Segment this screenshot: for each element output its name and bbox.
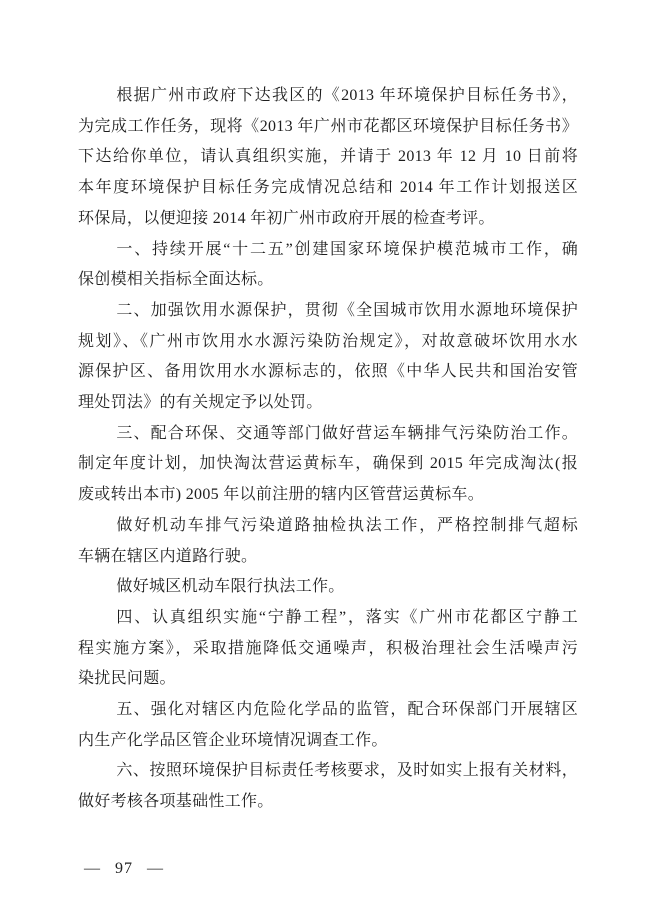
paragraph [78, 81, 578, 235]
text-line: 车辆在辖区内道路行驶。 [78, 547, 258, 565]
text-line: 本年度环境保护目标任务完成情况总结和 2014 年工作计划报送区 [78, 179, 578, 197]
paragraph [78, 511, 578, 572]
text-line: 环保局，以便迎接 2014 年初广州市政府开展的检查考评。 [78, 209, 495, 227]
text-line: 内生产化学品区管企业环境情况调查工作。 [78, 731, 388, 749]
text-line: 五、强化对辖区内危险化学品的监管，配合环保部门开展辖区 [116, 701, 578, 719]
paragraph [78, 572, 578, 603]
text-line: 染扰民问题。 [78, 670, 176, 688]
paragraph [78, 756, 578, 817]
paragraph [78, 419, 578, 511]
text-line: 三、配合环保、交通等部门做好营运车辆排气污染防治工作。 [116, 424, 578, 442]
text-line: 制定年度计划，加快淘汰营运黄标车，确保到 2015 年完成淘汰(报 [78, 455, 578, 473]
text-line: 废或转出本市) 2005 年以前注册的辖内区管营运黄标车。 [78, 486, 485, 504]
text-line: 六、按照环境保护目标责任考核要求，及时如实上报有关材料， [116, 762, 578, 780]
text-line: 下达给你单位，请认真组织实施，并请于 2013 年 12 月 10 日前将 [78, 148, 578, 166]
paragraph [78, 695, 578, 756]
text-line: 做好机动车排气污染道路抽检执法工作，严格控制排气超标 [116, 516, 578, 534]
text-line: 规划》、《广州市饮用水水源污染防治规定》，对故意破坏饮用水水 [78, 332, 578, 350]
paragraph [78, 603, 578, 695]
text-line: 二、加强饮用水源保护，贯彻《全国城市饮用水源地环境保护 [116, 301, 578, 319]
text-line: 程实施方案》，采取措施降低交通噪声，积极治理社会生活噪声污 [78, 639, 578, 657]
text-line: 根据广州市政府下达我区的《2013 年环境保护目标任务书》， [116, 87, 578, 104]
text-line: 做好考核各项基础性工作。 [78, 793, 274, 811]
text-line: 为完成工作任务，现将《2013 年广州市花都区环境保护目标任务书》 [78, 117, 578, 135]
paragraph [78, 296, 578, 419]
text-line: 四、认真组织实施“宁静工程”，落实《广州市花都区宁静工 [116, 608, 578, 626]
document-body [78, 81, 578, 818]
text-line: 理处罚法》的有关规定予以处罚。 [78, 394, 323, 412]
text-line: 一、持续开展“十二五”创建国家环境保护模范城市工作，确 [116, 240, 578, 258]
paragraph [78, 235, 578, 296]
text-line: 源保护区、备用饮用水水源标志的，依照《中华人民共和国治安管 [78, 363, 578, 381]
text-line: 做好城区机动车限行执法工作。 [116, 578, 345, 596]
text-line: 保创模相关指标全面达标。 [78, 271, 274, 289]
page-number: — 97 — [84, 860, 164, 877]
